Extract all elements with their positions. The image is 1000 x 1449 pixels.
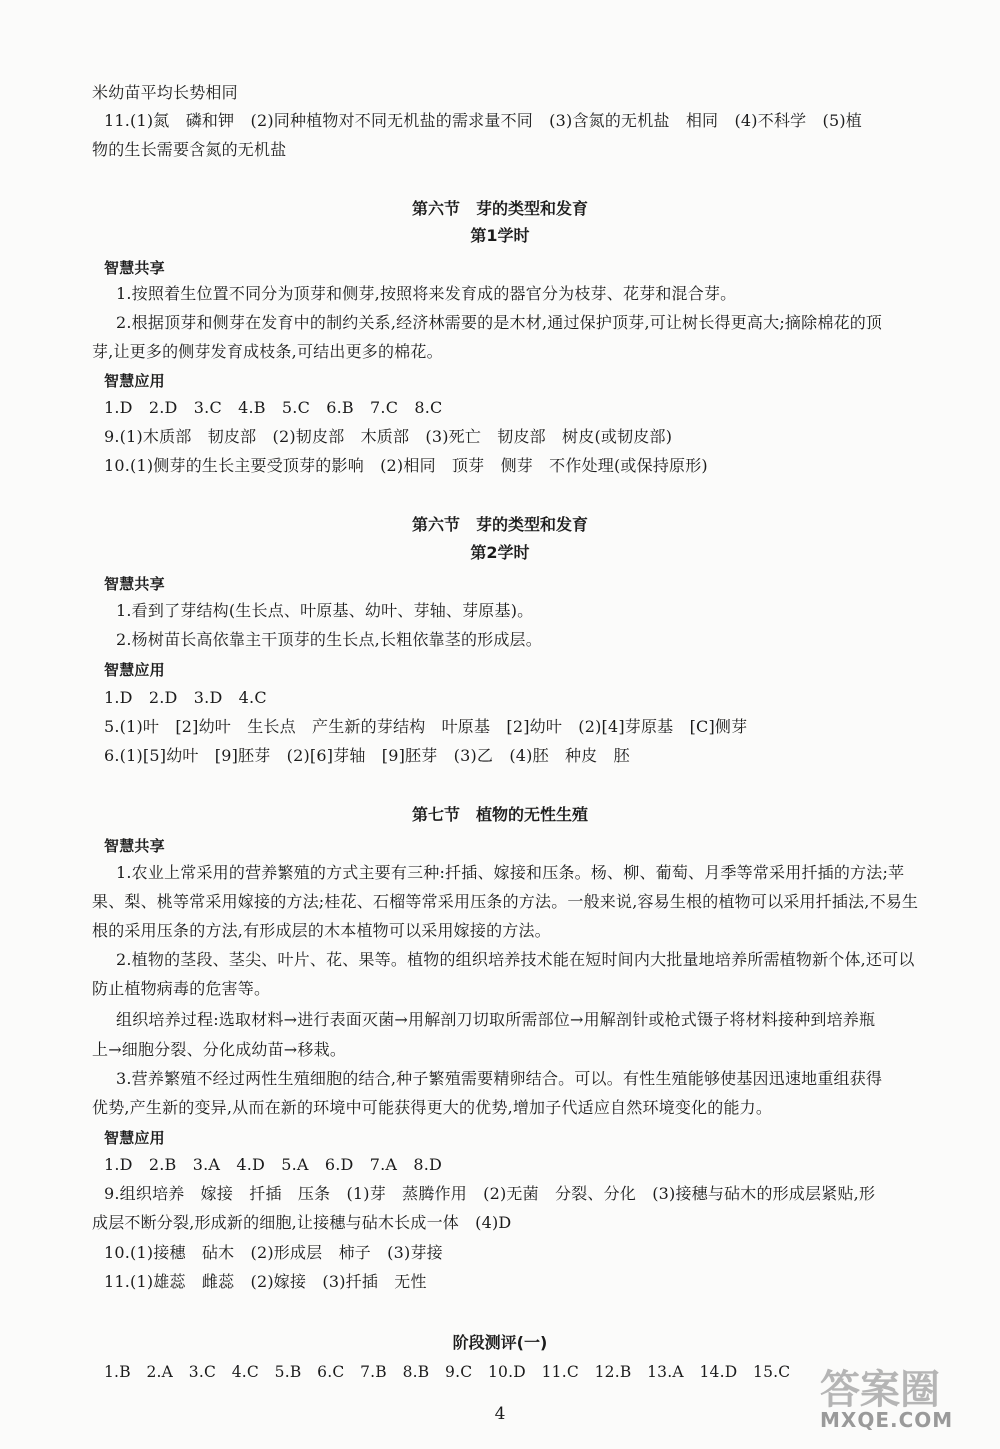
text-line: 5.(1)叶 [2]幼叶 生长点 产生新的芽结构 叶原基 [2]幼叶 (2)[4]芽原基 [C]侧芽: [104, 717, 748, 736]
text-line: 1.B 2.A 3.C 4.C 5.B 6.C 7.B 8.B 9.C 10.D 11.C 12.B 13.A 14.D 15.C: [104, 1363, 791, 1381]
page-number: 4: [494, 1404, 506, 1424]
text-line: 6.(1)[5]幼叶 [9]胚芽 (2)[6]芽轴 [9]胚芽 (3)乙 (4)胚 种皮 胚: [104, 746, 630, 765]
text-line: 1.按照着生位置不同分为顶芽和侧芽,按照将来发育成的器官分为枝芽、花芽和混合芽。: [116, 284, 737, 303]
text-line: 1.D 2.D 3.C 4.B 5.C 6.B 7.C 8.C: [104, 398, 443, 417]
text-line: 10.(1)侧芽的生长主要受顶芽的影响 (2)相同 顶芽 侧芽 不作处理(或保持原形): [104, 456, 708, 475]
subsection-heading: 智慧应用: [104, 1129, 165, 1147]
text-line: 11.(1)雄蕊 雌蕊 (2)嫁接 (3)扦插 无性: [104, 1272, 427, 1291]
subsection-heading: 智慧共享: [104, 259, 165, 277]
text-line: 芽,让更多的侧芽发育成枝条,可结出更多的棉花。: [92, 342, 443, 361]
text-line: 上→细胞分裂、分化成幼苗→移栽。: [92, 1040, 347, 1059]
text-line: 11.(1)氮 磷和钾 (2)同种植物对不同无机盐的需求量不同 (3)含氮的无机盐 相同 (4)不科学 (5)植: [104, 111, 862, 130]
watermark-logo: 答案圈: [820, 1367, 940, 1413]
text-line: 10.(1)接穗 砧木 (2)形成层 柿子 (3)芽接: [104, 1243, 443, 1262]
text-line: 9.(1)木质部 韧皮部 (2)韧皮部 木质部 (3)死亡 韧皮部 树皮(或韧皮部): [104, 427, 673, 446]
subsection-heading: 智慧共享: [104, 837, 165, 855]
text-line: 米幼苗平均长势相同: [92, 83, 238, 102]
text-line: 成层不断分裂,形成新的细胞,让接穗与砧木长成一体 (4)D: [92, 1213, 512, 1232]
subsection-heading: 智慧应用: [104, 372, 165, 390]
stage-test-title: 阶段测评(一): [452, 1333, 548, 1352]
text-line: 优势,产生新的变异,从而在新的环境中可能获得更大的优势,增加子代适应自然环境变化的能力。: [92, 1098, 773, 1117]
subsection-heading: 智慧应用: [104, 661, 165, 679]
text-line: 1.看到了芽结构(生长点、叶原基、幼叶、芽轴、芽原基)。: [116, 601, 534, 620]
lesson-title: 第2学时: [470, 543, 530, 562]
text-line: 2.植物的茎段、茎尖、叶片、花、果等。植物的组织培养技术能在短时间内大批量地培养所需植物新个体,还可以: [116, 950, 915, 969]
text-line: 9.组织培养 嫁接 扦插 压条 (1)芽 蒸腾作用 (2)无菌 分裂、分化 (3)接穗与砧木的形成层紧贴,形: [104, 1184, 876, 1203]
text-line: 防止植物病毒的危害等。: [92, 979, 271, 998]
text-line: 1.农业上常采用的营养繁殖的方式主要有三种:扦插、嫁接和压条。杨、柳、葡萄、月季等常采用扦插的方法;苹: [116, 863, 905, 882]
text-line: 2.根据顶芽和侧芽在发育中的制约关系,经济林需要的是木材,通过保护顶芽,可让树长得更高大;摘除棉花的顶: [116, 313, 883, 332]
text-line: 2.杨树苗长高依靠主干顶芽的生长点,长粗依靠茎的形成层。: [116, 630, 542, 649]
text-line: 1.D 2.D 3.D 4.C: [104, 688, 267, 707]
section-title: 第七节 植物的无性生殖: [411, 805, 588, 824]
text-line: 物的生长需要含氮的无机盐: [92, 140, 287, 159]
text-line: 根的采用压条的方法,有形成层的木本植物可以采用嫁接的方法。: [92, 921, 551, 940]
text-line: 1.D 2.B 3.A 4.D 5.A 6.D 7.A 8.D: [104, 1155, 443, 1174]
section-title: 第六节 芽的类型和发育: [411, 515, 588, 534]
watermark-url: MXQE.COM: [820, 1408, 954, 1432]
text-line: 3.营养繁殖不经过两性生殖细胞的结合,种子繁殖需要精卵结合。可以。有性生殖能够使基因迅速地重组获得: [116, 1069, 883, 1088]
subsection-heading: 智慧共享: [104, 575, 165, 593]
text-line: 组织培养过程:选取材料→进行表面灭菌→用解剖刀切取所需部位→用解剖针或枪式镊子将材料接种到培养瓶: [116, 1010, 876, 1029]
section-title: 第六节 芽的类型和发育: [411, 199, 588, 218]
text-line: 果、梨、桃等常采用嫁接的方法;桂花、石榴等常采用压条的方法。一般来说,容易生根的植物可以采用扦插法,不易生: [92, 892, 919, 911]
lesson-title: 第1学时: [470, 226, 530, 245]
